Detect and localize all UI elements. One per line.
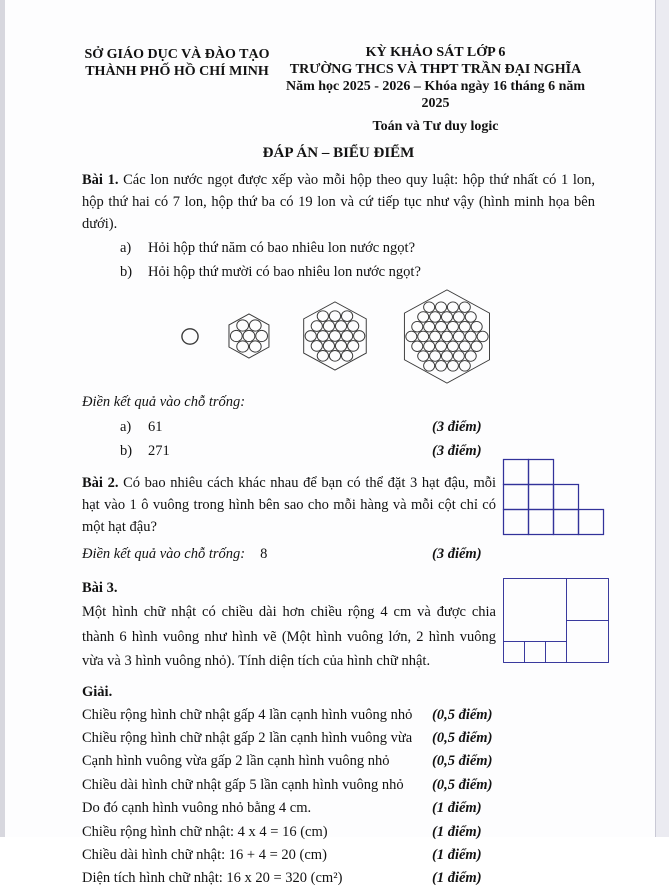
document-header [82, 44, 595, 135]
exam-name: KỲ KHẢO SÁT LỚP 6 [365, 45, 506, 60]
answer-b-label: b) [120, 443, 133, 459]
solution-line: Chiều rộng hình chữ nhật: 4 x 4 = 16 (cm) (1 điểm) [82, 821, 595, 844]
problem-2-section [82, 472, 595, 565]
problem-3-label: Bài 3. [82, 580, 118, 596]
solution-line: Cạnh hình vuông vừa gấp 2 lần cạnh hình vuông nhỏ (0,5 điểm) [82, 750, 595, 773]
authority-line-2: THÀNH PHỐ HỒ CHÍ MINH [85, 64, 269, 79]
hexagon-figure-row [82, 288, 595, 384]
answer-a-value: 61 [148, 419, 163, 435]
problem-1-text: Các lon nước ngọt được xếp vào mỗi hộp theo quy luật: hộp thứ nhất có 1 lon, hộp thứ hai có 7 lon, hộp thứ ba có 19 lon và cứ tiếp tục như vậy (hình minh họa bên dưới). [82, 172, 596, 232]
answer-b-value: 271 [148, 443, 170, 459]
answer-a-label: a) [120, 419, 132, 435]
solution-points: (0,5 điểm) [432, 706, 493, 723]
school-name: TRƯỜNG THCS VÀ THPT TRẦN ĐẠI NGHĨA [289, 62, 582, 77]
solution-points: (1 điểm) [432, 800, 482, 817]
solution-points: (0,5 điểm) [432, 776, 493, 793]
document-content [82, 44, 595, 891]
solution-line: Chiều rộng hình chữ nhật gấp 4 lần cạnh hình vuông nhỏ (0,5 điểm) [82, 704, 595, 727]
solution-line: Do đó cạnh hình vuông nhỏ bằng 4 cm. (1 điểm) [82, 797, 595, 820]
fill-in-prompt-1: Điền kết quả vào chỗ trống: [82, 394, 246, 410]
answer-row-problem-2 [82, 543, 595, 565]
answer-a-points: (3 điểm) [432, 419, 482, 435]
solution-points: (1 điểm) [432, 846, 482, 863]
school-year-line: Năm học 2025 - 2026 – Khóa ngày 16 tháng 6 năm 2025 [285, 79, 586, 111]
rectangle-squares-figure [503, 578, 609, 663]
question-a-label: a) [120, 240, 132, 256]
question-a-text: Hỏi hộp thứ năm có bao nhiêu lon nước ngọt? [148, 240, 416, 256]
problem-1-question-b [82, 261, 595, 283]
answer-2-value: 8 [260, 546, 268, 562]
page-scan-right-edge [655, 0, 669, 837]
solution-line: Diện tích hình chữ nhật: 16 x 20 = 320 (cm²) (1 điểm) [82, 867, 595, 890]
hex-box-7-cans [225, 313, 273, 359]
solution-line: Chiều dài hình chữ nhật gấp 5 lần cạnh hình vuông nhỏ (0,5 điểm) [82, 774, 595, 797]
subject-line: Toán và Tư duy logic [372, 119, 499, 134]
problem-1-question-a [82, 237, 595, 259]
authority-line-1: SỞ GIÁO DỤC VÀ ĐÀO TẠO [84, 47, 270, 62]
problem-2-text: Có bao nhiêu cách khác nhau để bạn có thể đặt 3 hạt đậu, mỗi hạt vào 1 ô vuông trong hình bên sao cho mỗi hàng và mỗi cột chỉ có một hạt đậu? [82, 475, 497, 535]
exam-info-block [276, 44, 595, 135]
problem-2-label: Bài 2. [82, 475, 119, 491]
problem-2-statement [82, 472, 496, 538]
hex-box-19-cans [298, 301, 372, 371]
solution-points: (1 điểm) [432, 823, 482, 840]
question-b-label: b) [120, 264, 133, 280]
issuing-authority-block [82, 44, 272, 135]
page-scan-left-edge [0, 0, 5, 837]
solution-line: Chiều rộng hình chữ nhật gấp 2 lần cạnh hình vuông vừa (0,5 điểm) [82, 727, 595, 750]
answer-row-a [82, 415, 595, 439]
solution-line: Chiều dài hình chữ nhật: 16 + 4 = 20 (cm) (1 điểm) [82, 844, 595, 867]
solution-label: Giải. [82, 683, 113, 700]
solution-points: (1 điểm) [432, 870, 482, 887]
solution-points: (0,5 điểm) [432, 729, 493, 746]
problem-1-label: Bài 1. [82, 172, 119, 188]
hex-box-37-cans [397, 289, 497, 384]
hex-box-1-cans [180, 327, 200, 346]
problem-1-statement [82, 169, 595, 235]
staircase-grid-figure [503, 459, 604, 535]
question-b-text: Hỏi hộp thứ mười có bao nhiêu lon nước ngọt? [148, 264, 421, 280]
problem-1-section [82, 169, 595, 463]
problem-3-section [82, 576, 595, 891]
answer-b-points: (3 điểm) [432, 443, 482, 459]
solution-points: (0,5 điểm) [432, 753, 493, 770]
fill-in-prompt-2: Điền kết quả vào chỗ trống: [82, 546, 246, 562]
answer-2-points: (3 điểm) [432, 546, 482, 562]
problem-3-text: Một hình chữ nhật có chiều dài hơn chiều rộng 4 cm và được chia thành 6 hình vuông như hình vẽ (Một hình vuông lớn, 2 hình vuông vừa và 3 hình vuông nhỏ). Tính diện tích của hình chữ nhật. [82, 604, 496, 669]
page-title: ĐÁP ÁN – BIỂU ĐIỂM [262, 145, 415, 161]
